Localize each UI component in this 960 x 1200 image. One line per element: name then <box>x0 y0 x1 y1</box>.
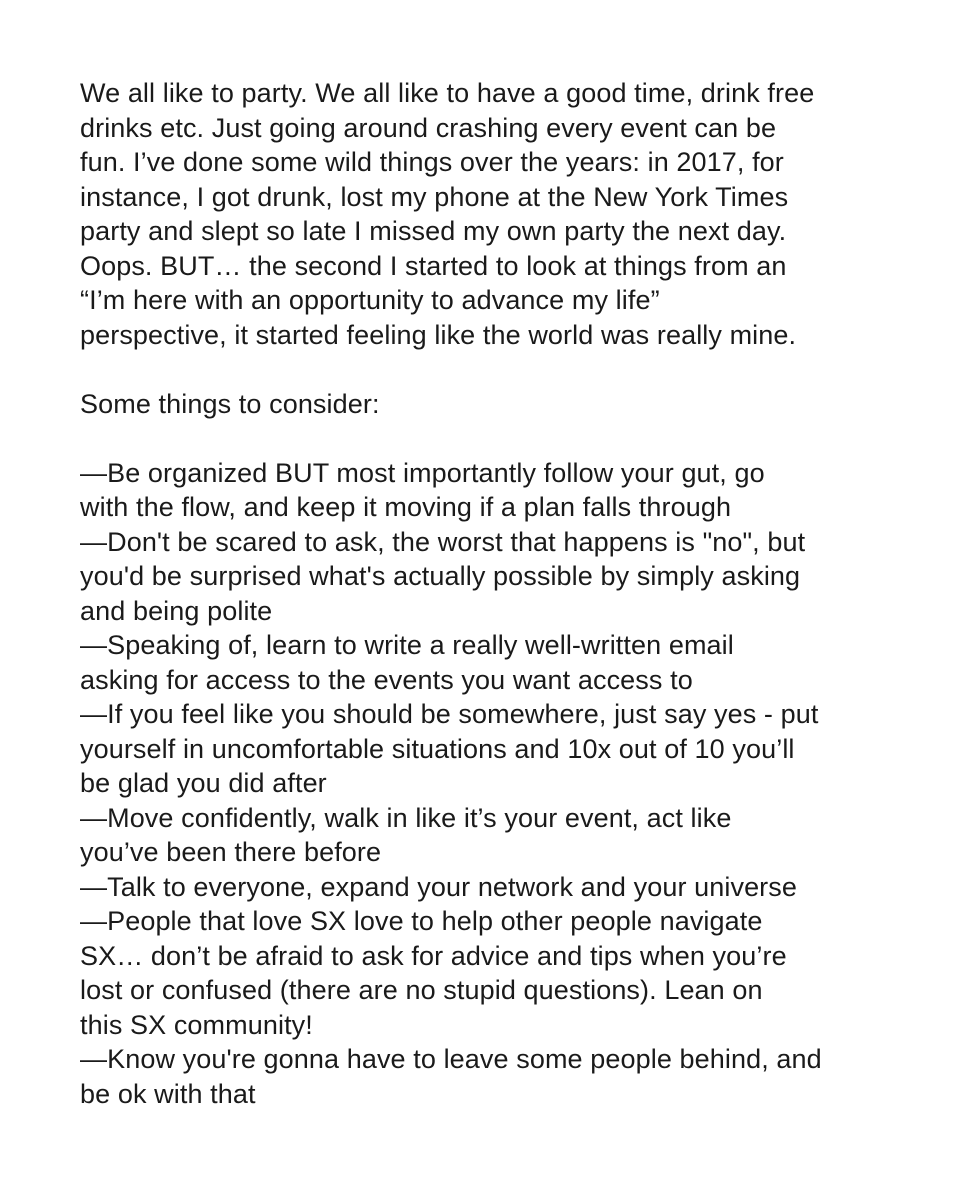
text-line: We all like to party. We all like to have a good time, drink free <box>80 78 815 108</box>
tip-line: and being polite <box>80 595 273 626</box>
heading-line: Some things to consider: <box>80 388 380 419</box>
tip-line: you'd be surprised what's actually possible by simply asking <box>80 561 801 591</box>
tip-line: —Speaking of, learn to write a really well-written email <box>80 630 734 660</box>
tip-line: yourself in uncomfortable situations and 10x out of 10 you’ll <box>80 733 795 764</box>
tip-line: with the flow, and keep it moving if a plan falls through <box>80 492 732 522</box>
note-body <box>80 76 900 1111</box>
tip-line: be ok with that <box>80 1078 256 1109</box>
intro-paragraph <box>80 76 900 352</box>
text-line: fun. I’ve done some wild things over the years: in 2017, for <box>80 147 784 177</box>
tip-line: asking for access to the events you want access to <box>80 664 693 695</box>
considerations-heading <box>80 387 900 422</box>
text-line: “I’m here with an opportunity to advance my life” <box>80 285 660 315</box>
tip-line: SX… don’t be afraid to ask for advice and tips when you’re <box>80 940 787 971</box>
text-line: instance, I got drunk, lost my phone at the New York Times <box>80 181 789 212</box>
tip-line: be glad you did after <box>80 768 327 798</box>
text-line: perspective, it started feeling like the world was really mine. <box>80 319 797 350</box>
tip-line: you’ve been there before <box>80 837 382 867</box>
tip-line: —Know you're gonna have to leave some people behind, and <box>80 1044 822 1074</box>
tip-line: —Be organized BUT most importantly follow your gut, go <box>80 457 765 488</box>
text-line: Oops. BUT… the second I started to look at things from an <box>80 250 787 281</box>
tip-line: —If you feel like you should be somewhere, just say yes - put <box>80 699 819 729</box>
tip-line: lost or confused (there are no stupid questions). Lean on <box>80 975 763 1005</box>
text-line: drinks etc. Just going around crashing every event can be <box>80 112 777 143</box>
tip-line: —Don't be scared to ask, the worst that happens is "no", but <box>80 526 806 557</box>
tip-line: —Move confidently, walk in like it’s your event, act like <box>80 802 732 833</box>
tip-line: —People that love SX love to help other people navigate <box>80 906 763 936</box>
tip-line: this SX community! <box>80 1009 313 1040</box>
paragraph-spacer <box>80 352 900 387</box>
text-line: party and slept so late I missed my own party the next day. <box>80 216 787 246</box>
tip-line: —Talk to everyone, expand your network and your universe <box>80 871 797 902</box>
paragraph-spacer <box>80 421 900 456</box>
tips-list <box>80 456 900 1112</box>
